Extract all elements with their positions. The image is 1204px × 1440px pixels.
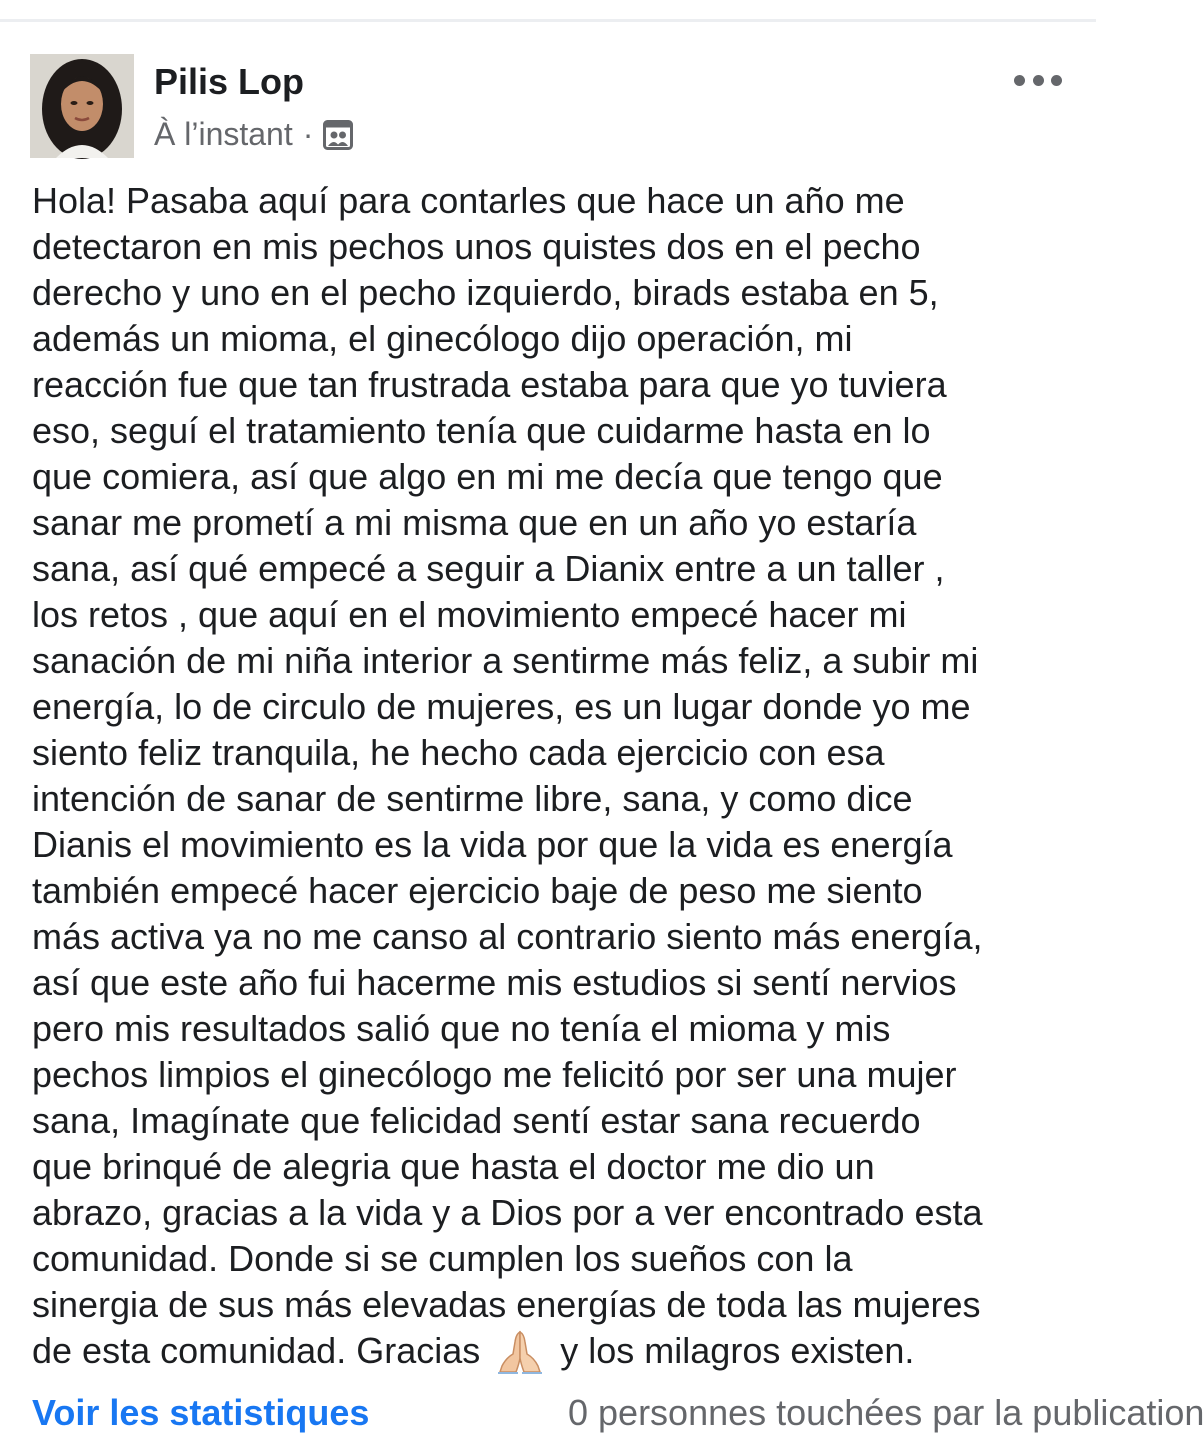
more-dot-icon: [1051, 75, 1062, 86]
post-meta: [154, 116, 353, 153]
post-line: Hola! Pasaba aquí para contarles que hace un año me: [32, 180, 905, 221]
post-line: sanación de mi niña interior a sentirme más feliz, a subir mi: [32, 640, 979, 681]
more-dot-icon: [1033, 75, 1044, 86]
post-line: más activa ya no me canso al contrario siento más energía,: [32, 916, 983, 957]
post-line: además un mioma, el ginecólogo dijo operación, mi: [32, 318, 853, 359]
more-options-button[interactable]: [1014, 66, 1062, 94]
post-line: así que este año fui hacerme mis estudios si sentí nervios: [32, 962, 957, 1003]
post-line: pechos limpios el ginecólogo me felicitó por ser una mujer: [32, 1054, 957, 1095]
post-line: detectaron en mis pechos unos quistes dos en el pecho: [32, 226, 921, 267]
post-line: siento feliz tranquila, he hecho cada ejercicio con esa: [32, 732, 885, 773]
post-line: energía, lo de circulo de mujeres, es un lugar donde yo me: [32, 686, 971, 727]
post-line: reacción fue que tan frustrada estaba para que yo tuviera: [32, 364, 947, 405]
author-avatar[interactable]: [30, 54, 134, 158]
view-statistics-link[interactable]: Voir les statistiques: [32, 1392, 370, 1433]
post-line: los retos , que aquí en el movimiento empecé hacer mi: [32, 594, 907, 635]
post-card: [0, 28, 1096, 1440]
post-text: [32, 178, 1072, 1374]
group-audience-icon[interactable]: [323, 120, 353, 150]
post-line-text: y los milagros existen.: [560, 1330, 915, 1371]
more-dot-icon: [1014, 75, 1025, 86]
top-separator: [0, 0, 1096, 22]
post-footer: [32, 1392, 1204, 1440]
post-line: que brinqué de alegria que hasta el doctor me dio un: [32, 1146, 875, 1187]
post-line: eso, seguí el tratamiento tenía que cuidarme hasta en lo: [32, 410, 931, 451]
post-line: pero mis resultados salió que no tenía el mioma y mis: [32, 1008, 891, 1049]
post-line-text: de esta comunidad. Gracias: [32, 1330, 481, 1371]
post-line: derecho y uno en el pecho izquierdo, birads estaba en 5,: [32, 272, 939, 313]
post-line: comunidad. Donde si se cumplen los sueños con la: [32, 1238, 853, 1279]
folded-hands-emoji-icon: [496, 1328, 544, 1374]
post-line: abrazo, gracias a la vida y a Dios por a ver encontrado esta: [32, 1192, 983, 1233]
post-line-last: [32, 1328, 1072, 1374]
post-timestamp[interactable]: À l’instant: [154, 116, 293, 152]
post-line: que comiera, así que algo en mi me decía que tengo que: [32, 456, 943, 497]
meta-separator: ·: [302, 116, 314, 152]
post-line: sana, Imagínate que felicidad sentí estar sana recuerdo: [32, 1100, 921, 1141]
post-line: sinergia de sus más elevadas energías de toda las mujeres: [32, 1284, 981, 1325]
avatar-portrait-icon: [30, 54, 134, 158]
post-line: sanar me prometí a mi misma que en un año yo estaría: [32, 502, 917, 543]
post-reach-text: 0 personnes touchées par la publication: [568, 1392, 1204, 1433]
post-line: sana, así qué empecé a seguir a Dianix entre a un taller ,: [32, 548, 945, 589]
post-line: también empecé hacer ejercicio baje de peso me siento: [32, 870, 923, 911]
post-line: intención de sanar de sentirme libre, sana, y como dice: [32, 778, 913, 819]
author-name[interactable]: Pilis Lop: [154, 61, 305, 102]
post-line: Dianis el movimiento es la vida por que la vida es energía: [32, 824, 953, 865]
